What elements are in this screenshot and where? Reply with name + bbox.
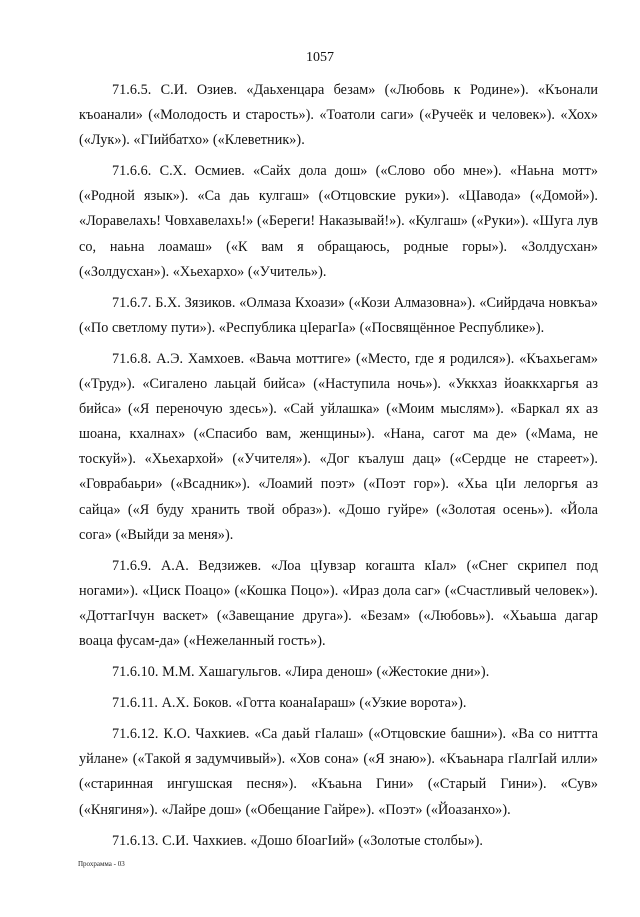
list-item: 71.6.13. С.И. Чахкиев. «Дошо бӀоагӀий» («Золотые столбы»). [112,832,484,849]
list-item: 71.6.6. С.Х. Осмиев. «Сайх дола дош» («Слово обо мне»). «Наьна мотт» («Родной язык»). «Са даь кулгаш» («Отцовские руки»). «ЦӀавода» («Домой»). «Лоравелахь! Човхавелахь!» («Береги! Наказывай!»). «Кулгаш» («Руки»). «Шуга лув со, наьна лоамаш» («К вам я обращаюсь, родные горы»). «Золдусхан» («Золдусхан»). «Хьехархо» («Учитель»). [79,163,598,280]
list-item: 71.6.12. К.О. Чахкиев. «Са даьй гӀалаш» («Отцовские башни»). «Ва со ниттта уйлане» («Такой я задумчивый»). «Хов сона» («Я знаю»). «Къаьнара гӀалгӀай илли» («старинная ингушская песня»). «Къаьна Гини» («Старый Гини»). «Сув» («Княгиня»). «Лайре дош» («Обещание Гайре»). «Поэт» («Йоазанхо»). [79,726,598,818]
list-item: 71.6.11. А.Х. Боков. «Готта коанаӀараш» («Узкие ворота»). [112,695,467,712]
list-item: 71.6.10. М.М. Хашагульгов. «Лира денош» («Жестокие дни»). [112,664,490,681]
list-item: 71.6.5. С.И. Озиев. «Даьхенцара безам» («Любовь к Родине»). «Къонали къоанали» («Молодость и старость»). «Тоатоли саги» («Ручеёк и человек»). «Хох» («Лук»). «ГӀийбатхо» («Клеветник»). [79,82,598,149]
page-number: 1057 [306,50,334,65]
list-item: 71.6.8. А.Э. Хамхоев. «Ваьча моттиге» («Место, где я родился»). «Къахьегам» («Труд»). «Сигалено лаьцай бийса» («Наступила ночь»). «Уккхаз йоаккхаргья аз бийса» («Я переночую здесь»). «Сай уйлашка» («Моим мыслям»). «Баркал ях аз шоана, кхалнах» («Спасибо вам, женщины»). «Нана, сагот ма де» («Мама, не тоскуй»). «Хьехархой» («Учителя»). «Дог къалуш дац» («Сердце не стареет»). «Говрабаьри» («Всадник»). «Лоамий поэт» («Поэт гор»). «Хьа цӀи лелоргья аз сайца» («Я буду хранить твой образ»). «Дошо гуйре» («Золотая осень»). «Йола сога» («Выйди за меня»). [79,350,598,543]
list-item: 71.6.7. Б.Х. Зязиков. «Олмаза Кхоази» («Кози Алмазовна»). «Сийрдача новкъа» («По светлому пути»). «Республика цӀерагӀа» («Посвящённое Республике»). [79,294,598,336]
document-body [79,78,598,860]
footer-note: Прохрамма - 03 [78,860,125,868]
list-item: 71.6.9. А.А. Ведзижев. «Лоа цӀувзар когашта кӀал» («Снег скрипел под ногами»). «Циск Поацо» («Кошка Поцо»). «Ираз дола саг» («Счастливый человек»). «ДоттагӀчун васкет» («Завещание друга»). «Безам» («Любовь»). «Хьаьша дагар воаца фусам-да» («Нежеланный гость»). [79,557,598,649]
